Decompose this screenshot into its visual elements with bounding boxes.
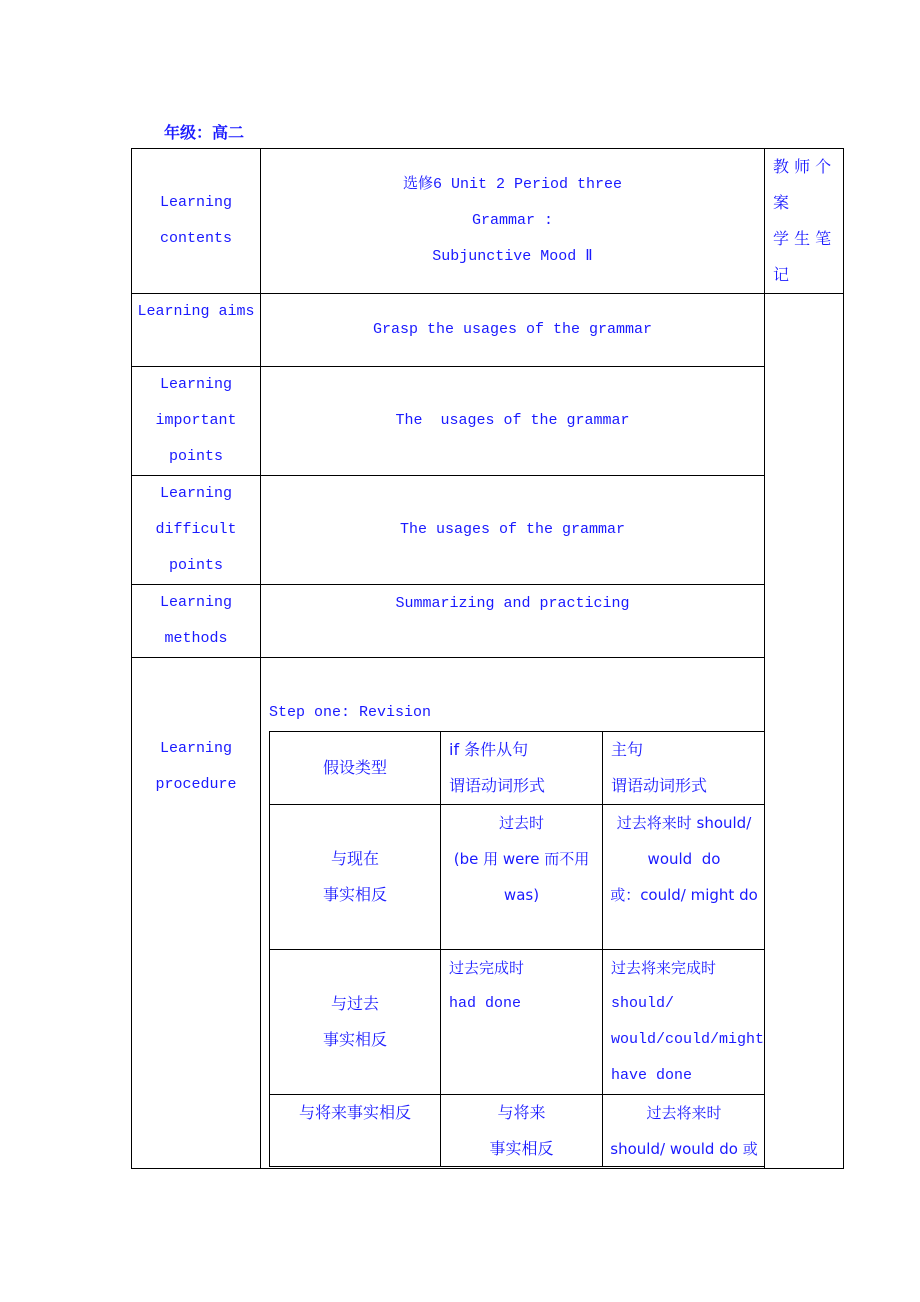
learning-aims-value: Grasp the usages of the grammar (372, 321, 653, 338)
difficult-points-value: The usages of the grammar (399, 521, 626, 538)
grammar-row-past-type: 与过去 事实相反 (322, 994, 387, 1049)
grammar-row-future-type: 与将来事实相反 (298, 1103, 411, 1122)
learning-contents-label: Learning contents (159, 194, 232, 247)
grammar-row-present-main: 过去将来时 should/ would do 或：could/ might do (610, 814, 758, 904)
grammar-row-future-if: 与将来 事实相反 (489, 1103, 554, 1158)
grammar-row-past-if: 过去完成时 had done (449, 959, 525, 1012)
learning-methods-value: Summarizing and practicing (395, 595, 630, 612)
step-title: Step one: Revision (269, 704, 432, 721)
grammar-row-present-type: 与现在 事实相反 (322, 849, 387, 904)
learning-aims-label: Learning aims (137, 303, 255, 320)
grammar-header-main-clause: 主句 谓语动词形式 (611, 740, 708, 795)
grammar-row-present-if: 过去时 (be 用 were 而不用 was) (453, 814, 590, 904)
grammar-header-if-clause: if 条件从句 谓语动词形式 (449, 740, 546, 795)
learning-procedure-label: Learning procedure (155, 740, 237, 793)
teacher-notes-header: 教 师 个 案 学 生 笔 记 (773, 157, 832, 284)
difficult-points-label: Learning difficult points (155, 485, 237, 574)
important-points-label: Learning important points (155, 376, 237, 465)
learning-contents-value: 选修6 Unit 2 Period three Grammar : Subjunctive Mood Ⅱ (402, 176, 623, 265)
grammar-header-type: 假设类型 (322, 758, 387, 777)
grade-label: 年级：高二 (164, 123, 245, 142)
important-points-value: The usages of the grammar (395, 412, 630, 429)
grammar-row-past-main: 过去将来完成时 should/ would/could/might have done (611, 959, 765, 1084)
grammar-row-future-main: 过去将来时 should/ would do 或 (610, 1104, 758, 1158)
learning-methods-label: Learning methods (159, 594, 232, 647)
